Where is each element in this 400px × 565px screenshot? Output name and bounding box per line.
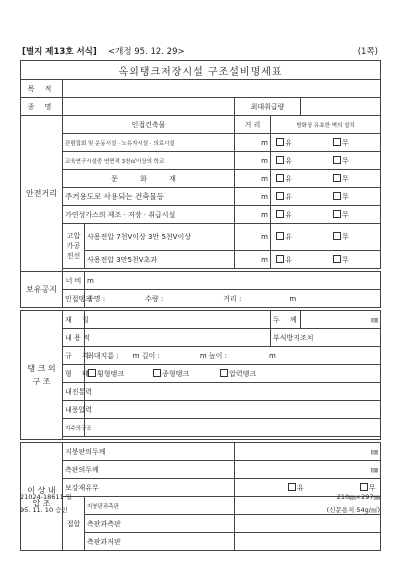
yes-label: 유: [285, 210, 292, 219]
distance-unit: m: [235, 251, 271, 269]
device-unit: ㎜: [371, 447, 379, 456]
purpose-field[interactable]: [63, 80, 381, 98]
tank-structure-label: 탱 크 의 구 조: [21, 311, 63, 440]
safety-row-label: 가연성가스의 제조 · 저장 · 취급시설: [63, 206, 235, 224]
safety-distance-label: 안전거리: [21, 116, 63, 272]
distance-unit: m: [235, 188, 271, 206]
yes-label: 유: [285, 192, 292, 201]
no-checkbox[interactable]: [333, 174, 341, 182]
yes-checkbox[interactable]: [276, 156, 284, 164]
adjacent-tank-label: 인접탱크: [63, 290, 85, 308]
distance-header: 거 리: [235, 116, 271, 134]
high-voltage-label: 고압가공전선: [63, 224, 85, 269]
barrier-options: [271, 188, 381, 206]
type-label: 종 명: [21, 98, 63, 116]
device-row-field[interactable]: [235, 461, 381, 479]
unit: m: [268, 351, 276, 360]
tank-row-label: 내진통력: [63, 383, 85, 401]
shape-checkbox[interactable]: [88, 369, 96, 377]
capacity-label: 내 용 적: [63, 329, 85, 347]
size-label: 규 격: [63, 347, 85, 365]
form-title: 옥외탱크저장시설 구조설비명세표: [21, 61, 381, 80]
yes-checkbox[interactable]: [276, 232, 284, 240]
barrier-options: [271, 134, 381, 152]
distance-unit: m: [235, 170, 271, 188]
form-number: [별지 제13호 서식]: [22, 47, 97, 57]
yes-checkbox[interactable]: [276, 255, 284, 263]
yes-checkbox[interactable]: [276, 210, 284, 218]
no-checkbox[interactable]: [333, 210, 341, 218]
no-label: 무: [342, 174, 349, 183]
barrier-options: [271, 251, 381, 269]
approval-date: 95. 11. 10 승인: [20, 506, 68, 514]
shape-checkbox[interactable]: [220, 369, 228, 377]
reinforce-label: 보강재유무: [63, 479, 235, 497]
distance-unit: m: [235, 206, 271, 224]
neighbor-header: 인접건축물: [63, 116, 235, 134]
device-row-label: 측판의두께: [63, 461, 235, 479]
device-unit: ㎜: [371, 465, 379, 474]
unit: m: [199, 351, 207, 360]
thickness-unit: ㎜: [371, 315, 379, 324]
tank-row-label: 내풍압력: [63, 401, 85, 419]
safety-row-label: 주거용도로 사용되는 건축물등: [63, 188, 235, 206]
barrier-options: [271, 206, 381, 224]
joint-label: 접합: [63, 497, 85, 551]
barrier-options: [271, 170, 381, 188]
yes-checkbox[interactable]: [276, 138, 284, 146]
joint-row-field[interactable]: [235, 533, 381, 551]
barrier-options: [271, 224, 381, 251]
no-checkbox[interactable]: [360, 483, 368, 491]
yes-checkbox[interactable]: [276, 192, 284, 200]
material-label: 재 질: [63, 311, 85, 329]
revision-date: <개정 95. 12. 29>: [108, 47, 185, 57]
name-label: 종명 :: [87, 294, 106, 303]
joint-row-field[interactable]: [235, 515, 381, 533]
width-unit: m: [87, 276, 94, 285]
shape-option-label: 종형탱크: [162, 369, 190, 378]
no-label: 무: [368, 483, 376, 492]
no-checkbox[interactable]: [333, 156, 341, 164]
no-checkbox[interactable]: [333, 192, 341, 200]
page-number: (1쪽): [357, 47, 378, 57]
paper-size: 210㎜×297㎜: [336, 493, 380, 501]
no-label: 무: [342, 255, 349, 264]
shape-options: [85, 365, 381, 383]
capacity-field[interactable]: [85, 329, 271, 347]
size-field[interactable]: [85, 347, 381, 365]
no-label: 무: [342, 192, 349, 201]
hv-row-label: 사용전압 3만5천V초과: [85, 251, 235, 269]
tank-row-field[interactable]: [85, 383, 381, 401]
max-dia-label: 최대지름 :: [87, 351, 119, 360]
tank-row-label: 지주의구조: [63, 419, 85, 437]
joint-row-label: 측판과측판: [85, 515, 235, 533]
barrier-options: [271, 152, 381, 170]
no-checkbox[interactable]: [333, 232, 341, 240]
shape-option-label: 압력탱크: [229, 369, 257, 378]
device-row-field[interactable]: [235, 443, 381, 461]
clearance-label: 보유공지: [21, 272, 63, 308]
device-row-label: 지붕판의두께: [63, 443, 235, 461]
qty-label: 수량 :: [145, 294, 164, 303]
type-field[interactable]: [63, 98, 235, 116]
no-checkbox[interactable]: [333, 255, 341, 263]
width-label: 너 비: [63, 272, 85, 290]
yes-label: 유: [285, 233, 292, 241]
tank-row-field[interactable]: [85, 401, 381, 419]
yes-label: 유: [297, 483, 304, 492]
no-label: 무: [342, 210, 349, 219]
shape-option-label: 횡형탱크: [97, 369, 125, 378]
length-label: 길이 :: [141, 351, 160, 360]
shape-label: 형 태: [63, 365, 85, 383]
joint-row-label: 지붕판과측판: [85, 497, 235, 515]
unit: m: [132, 351, 140, 360]
thickness-label: 두 께: [271, 311, 301, 329]
pressure-device-label: 이 상 내 압 조: [21, 443, 63, 551]
no-label: 무: [342, 233, 349, 241]
distance-unit: m: [235, 224, 271, 251]
height-label: 높이 :: [208, 351, 227, 360]
yes-label: 유: [285, 174, 292, 183]
safety-row-label: 교육연구시설중 연면적 3천㎡이상의 학교: [63, 152, 235, 170]
purpose-label: 목 적: [21, 80, 63, 98]
no-checkbox[interactable]: [333, 138, 341, 146]
form-code: 21024-18611 일: [20, 493, 73, 501]
yes-label: 유: [285, 255, 292, 264]
yes-checkbox[interactable]: [276, 174, 284, 182]
material-field[interactable]: [85, 311, 271, 329]
width-field[interactable]: [85, 272, 381, 290]
paper-type: (신문용지 54g/㎡): [326, 506, 380, 514]
distance-unit: m: [235, 152, 271, 170]
dist-label: 거리 :: [223, 294, 242, 303]
joint-row-label: 측판과저판: [85, 533, 235, 551]
dist-unit: m: [289, 294, 297, 303]
thickness-field[interactable]: [301, 311, 381, 329]
safety-row-label: 관람집회 및 운동시설 · 노유자시설 · 의료시설: [63, 134, 235, 152]
max-qty-label: 최대취급량: [235, 98, 301, 116]
no-label: 무: [342, 156, 349, 165]
hv-row-label: 사용전압 7천V이상 3만 5천V이상: [85, 224, 235, 251]
safety-row-label: 문 화 재: [63, 170, 235, 188]
shape-checkbox[interactable]: [153, 369, 161, 377]
yes-checkbox[interactable]: [288, 483, 296, 491]
yes-label: 유: [285, 156, 292, 165]
structure-spec-table: [20, 60, 381, 551]
adjacent-tank-field[interactable]: [85, 290, 381, 308]
corrosion-label: 부식방지조치: [271, 329, 381, 347]
no-label: 무: [342, 138, 349, 147]
distance-unit: m: [235, 134, 271, 152]
tank-row-field[interactable]: [85, 419, 381, 437]
yes-label: 유: [285, 138, 292, 147]
max-qty-field[interactable]: [301, 98, 381, 116]
fire-barrier-header: 방화상 유효한 벽의 설치: [271, 116, 381, 134]
